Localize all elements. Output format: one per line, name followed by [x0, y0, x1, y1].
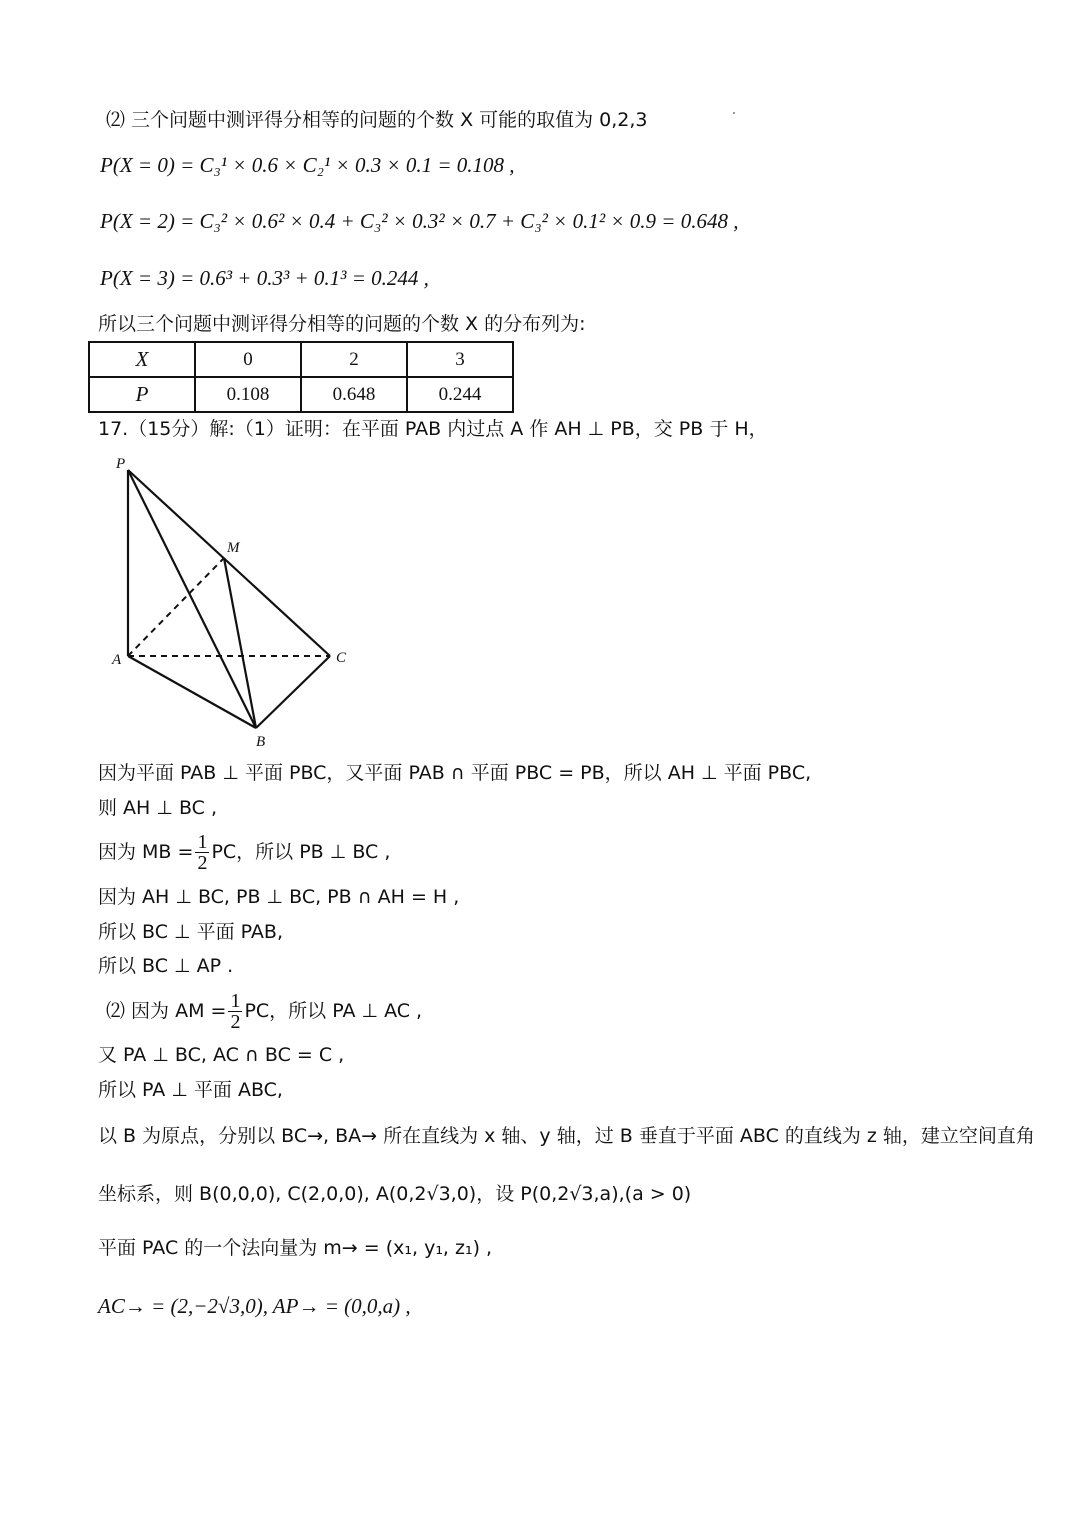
label-p: P	[116, 456, 126, 472]
table-cell: 2	[301, 342, 407, 377]
text-line-origin: 以 B 为原点，分别以 BC→, BA→ 所在直线为 x 轴、y 轴，过 B 垂直于平面 ABC 的直线为 z 轴，建立空间直角	[98, 1125, 1035, 1147]
table-row	[89, 342, 513, 377]
text-line-pa-bc: 又 PA ⊥ BC, AC ∩ BC = C ,	[98, 1044, 345, 1066]
label-m: M	[227, 540, 240, 556]
formula-px3: P(X = 3) = 0.6³ + 0.3³ + 0.1³ = 0.244 ,	[100, 266, 429, 290]
text-segment: PC，所以 PA ⊥ AC ,	[244, 1000, 423, 1022]
label-b: B	[256, 734, 266, 750]
text-line-normal: 平面 PAC 的一个法向量为 m→ = (x₁, y₁, z₁) ,	[98, 1237, 493, 1259]
fraction-numerator: 1	[230, 990, 241, 1012]
text-segment: PC，所以 PB ⊥ BC ,	[211, 841, 391, 863]
fraction-denominator: 2	[197, 852, 208, 874]
formula-px2: P(X = 2) = C₃² × 0.6² × 0.4 + C₃² × 0.3² × 0.7 + C₃² × 0.1² × 0.9 = 0.648 ,	[100, 209, 739, 233]
label-c: C	[336, 650, 347, 666]
text-segment: 因为 MB =	[98, 841, 194, 863]
edge-am-dashed	[128, 558, 224, 656]
text-line-because: 因为 AH ⊥ BC, PB ⊥ BC, PB ∩ AH = H ,	[98, 886, 460, 908]
fraction-half	[195, 832, 209, 873]
fraction-numerator: 1	[197, 831, 208, 853]
text-line-planes: 因为平面 PAB ⊥ 平面 PBC，又平面 PAB ∩ 平面 PBC = PB，所以 AH ⊥ 平面 PBC,	[98, 762, 812, 784]
edge-ab	[128, 656, 256, 728]
table-row	[89, 377, 513, 412]
table-cell: 0.108	[195, 377, 301, 412]
edge-pc	[128, 470, 330, 656]
text-line-distribution: 所以三个问题中测评得分相等的问题的个数 X 的分布列为:	[98, 313, 586, 335]
formula-px0: P(X = 0) = C₃¹ × 0.6 × C₂¹ × 0.3 × 0.1 = 0.108 ,	[100, 153, 515, 177]
table-cell: P	[89, 377, 195, 412]
stray-dot	[733, 112, 735, 114]
text-line-ah-bc: 则 AH ⊥ BC ,	[98, 797, 218, 819]
formula-vectors: AC→ = (2,−2√3,0), AP→ = (0,0,a) ,	[98, 1294, 411, 1318]
fraction-half	[228, 991, 242, 1032]
edge-cb	[256, 656, 330, 728]
table-cell: 0.648	[301, 377, 407, 412]
edge-pb	[128, 470, 256, 728]
table-cell: 0.244	[407, 377, 513, 412]
text-line-17: 17.（15分）解:（1）证明：在平面 PAB 内过点 A 作 AH ⊥ PB，交 PB 于 H，	[98, 418, 768, 440]
text-line-1: ⑵ 三个问题中测评得分相等的问题的个数 X 可能的取值为 0,2,3	[106, 109, 648, 131]
label-a: A	[112, 652, 122, 668]
table-cell: 3	[407, 342, 513, 377]
text-line-coords: 坐标系，则 B(0,0,0), C(2,0,0), A(0,2√3,0)，设 P(0,2√3,a),(a > 0)	[98, 1183, 692, 1205]
table-cell: 0	[195, 342, 301, 377]
tetrahedron-figure	[100, 448, 370, 753]
text-line-mb	[98, 828, 390, 876]
text-line-bc-plane: 所以 BC ⊥ 平面 PAB,	[98, 921, 283, 943]
text-segment: ⑵ 因为 AM =	[106, 1000, 227, 1022]
text-line-pa-plane: 所以 PA ⊥ 平面 ABC,	[98, 1079, 283, 1101]
table-cell: X	[89, 342, 195, 377]
distribution-table	[88, 341, 514, 413]
fraction-denominator: 2	[230, 1011, 241, 1033]
text-line-am	[106, 987, 422, 1035]
text-line-bc-ap: 所以 BC ⊥ AP .	[98, 955, 234, 977]
